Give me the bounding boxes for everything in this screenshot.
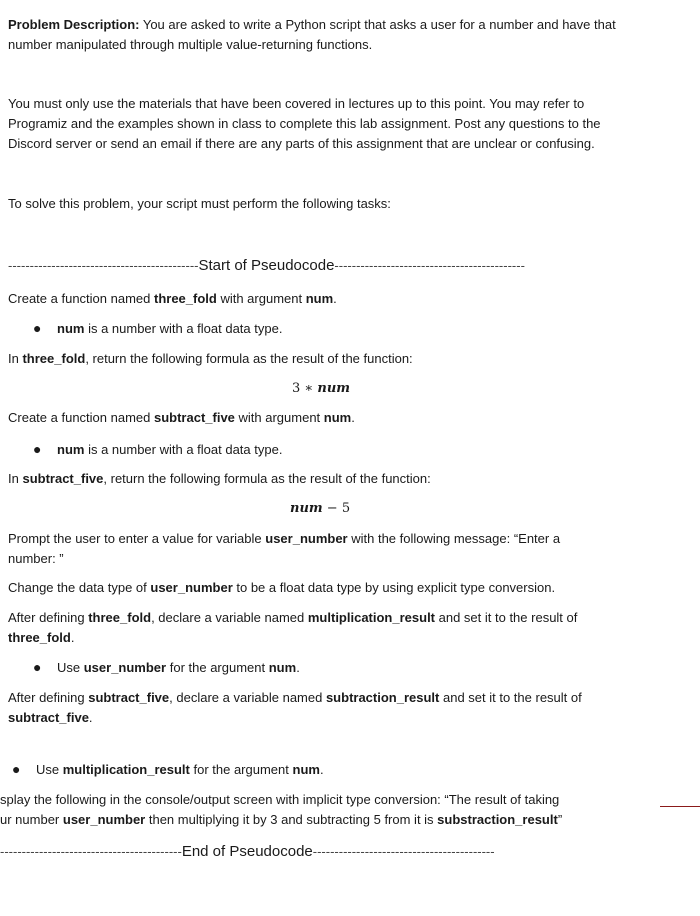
bullet-dot: ● xyxy=(12,761,21,777)
bullet-use-user-number: Use user_number for the argument num. xyxy=(57,660,300,675)
materials-paragraph: You must only use the materials that have been covered in lectures up to this point. You may refer to Programiz and the examples shown in class to complete this lab assignment. Post any questions to the Discord server or send an email if there are any parts of this assignment that are unclear or confusing. xyxy=(8,96,601,151)
step-subtraction-result: After defining subtract_five, declare a variable named subtraction_result and set it to the result of subtract_five. xyxy=(8,690,582,725)
tasks-intro: To solve this problem, your script must perform the following tasks: xyxy=(8,196,391,211)
start-pseudocode-divider: --------------------------------------------Start of Pseudocode-------------------------------------------- xyxy=(8,257,525,274)
step-multiplication-result: After defining three_fold, declare a variable named multiplication_result and set it to the result of three_fold. xyxy=(8,610,578,645)
problem-description: Problem Description: You are asked to write a Python script that asks a user for a number and have that number manipulated through multiple value-returning functions. xyxy=(8,17,616,52)
margin-rule-line xyxy=(660,806,700,807)
step-subtract-five-return: In subtract_five, return the following formula as the result of the function: xyxy=(8,471,431,486)
bullet-dot: ● xyxy=(33,659,42,675)
bullet-num-float-1: num is a number with a float data type. xyxy=(57,321,283,336)
end-label: End of Pseudocode xyxy=(181,843,313,860)
step-subtract-five-def: Create a function named subtract_five with argument num. xyxy=(8,410,355,425)
formula-num-minus-five: num − 5 xyxy=(290,501,351,516)
bullet-dot: ● xyxy=(33,441,42,457)
start-label: Start of Pseudocode xyxy=(198,257,335,274)
step-three-fold-def: Create a function named three_fold with argument num. xyxy=(8,291,337,306)
formula-three-times-num: 3 ∗ num xyxy=(292,381,351,396)
problem-label: Problem Description: xyxy=(8,17,140,32)
end-pseudocode-divider: ------------------------------------------End of Pseudocode------------------------------------------ xyxy=(0,843,495,860)
step-type-conversion: Change the data type of user_number to be a float data type by using explicit type conversion. xyxy=(8,580,556,595)
step-prompt-user: Prompt the user to enter a value for variable user_number with the following message: “Enter a number: ” xyxy=(8,531,561,566)
bullet-num-float-2: num is a number with a float data type. xyxy=(57,442,283,457)
step-three-fold-return: In three_fold, return the following formula as the result of the function: xyxy=(8,351,413,366)
bullet-use-multiplication-result: Use multiplication_result for the argument num. xyxy=(36,762,324,777)
bullet-dot: ● xyxy=(33,320,42,336)
step-display-result: splay the following in the console/output screen with implicit type conversion: “The result of taking ur number user_number then multiplying it by 3 and subtracting 5 from it is substraction_result” xyxy=(0,792,563,827)
